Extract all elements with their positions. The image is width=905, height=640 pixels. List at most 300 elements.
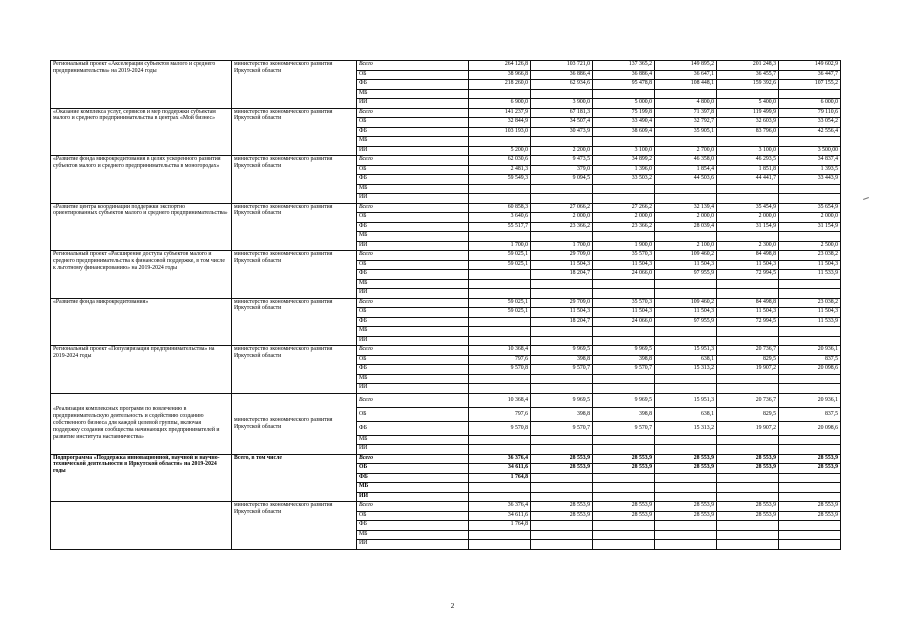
amount-cell: 23 366,2 (593, 222, 655, 232)
amount-cell: 829,5 (717, 355, 779, 365)
amount-cell: 34 611,6 (469, 464, 531, 474)
amount-cell: 19 907,2 (717, 421, 779, 435)
amount-cell (531, 232, 593, 242)
amount-cell: 103 193,0 (469, 127, 531, 137)
funding-source: ОБ (357, 118, 469, 128)
funding-source: ИИ (357, 194, 469, 204)
amount-cell: 62 030,6 (469, 156, 531, 166)
amount-cell (469, 184, 531, 194)
amount-cell (593, 289, 655, 299)
amount-cell (717, 384, 779, 394)
funding-source: ОБ (357, 70, 469, 80)
amount-cell (469, 317, 531, 327)
amount-cell: 28 553,9 (531, 454, 593, 464)
amount-cell (593, 540, 655, 550)
funding-source: МБ (357, 89, 469, 99)
amount-cell: 11 504,3 (593, 308, 655, 318)
amount-cell (531, 435, 593, 445)
amount-cell: 62 934,6 (531, 80, 593, 90)
funding-source: Всего (357, 203, 469, 213)
funding-source: Всего (357, 502, 469, 512)
amount-cell: 59 025,1 (469, 308, 531, 318)
amount-cell (655, 483, 717, 493)
amount-cell: 11 504,3 (655, 308, 717, 318)
amount-cell: 36 886,4 (531, 70, 593, 80)
amount-cell: 218 260,0 (469, 80, 531, 90)
amount-cell: 18 204,7 (531, 270, 593, 280)
amount-cell: 11 504,3 (779, 260, 841, 270)
amount-cell: 28 039,4 (655, 222, 717, 232)
amount-cell (717, 530, 779, 540)
amount-cell (469, 232, 531, 242)
amount-cell: 1 764,8 (469, 521, 531, 531)
amount-cell: 5 400,0 (717, 99, 779, 109)
amount-cell: 34 837,4 (779, 156, 841, 166)
amount-cell: 24 066,0 (593, 317, 655, 327)
amount-cell: 9 570,7 (593, 421, 655, 435)
amount-cell: 20 098,6 (779, 365, 841, 375)
funding-source: ИИ (357, 540, 469, 550)
amount-cell: 398,8 (593, 355, 655, 365)
amount-cell: 72 994,5 (717, 270, 779, 280)
amount-cell: 59 549,3 (469, 175, 531, 185)
amount-cell: 33 054,2 (779, 118, 841, 128)
amount-cell: 28 553,9 (779, 511, 841, 521)
amount-cell: 44 503,6 (655, 175, 717, 185)
amount-cell (655, 473, 717, 483)
amount-cell (593, 445, 655, 455)
funding-source: ИИ (357, 289, 469, 299)
table-row (51, 251, 841, 261)
amount-cell: 1 900,0 (593, 241, 655, 251)
amount-cell: 5 000,0 (593, 99, 655, 109)
executor: министерство экономического развития Иркутской области (232, 346, 357, 394)
amount-cell (717, 289, 779, 299)
amount-cell: 55 517,7 (469, 222, 531, 232)
amount-cell: 2 100,0 (655, 241, 717, 251)
amount-cell: 829,5 (717, 407, 779, 421)
amount-cell: 28 553,9 (717, 464, 779, 474)
amount-cell (593, 232, 655, 242)
table-row (51, 298, 841, 308)
amount-cell (593, 483, 655, 493)
funding-source: МБ (357, 435, 469, 445)
project-name: «Оказание комплекса услуг, сервисов и мер поддержки субъектам малого и среднего предпринимательства в центрах «Мой бизнес» (51, 108, 232, 156)
amount-cell: 35 570,3 (593, 298, 655, 308)
amount-cell (717, 232, 779, 242)
amount-cell (655, 327, 717, 337)
amount-cell: 75 199,8 (593, 108, 655, 118)
amount-cell (717, 435, 779, 445)
funding-source: ФБ (357, 473, 469, 483)
amount-cell (469, 483, 531, 493)
amount-cell: 31 154,9 (717, 222, 779, 232)
amount-cell (779, 184, 841, 194)
amount-cell: 2 000,0 (593, 213, 655, 223)
funding-source: Всего (357, 393, 469, 407)
amount-cell (717, 279, 779, 289)
amount-cell: 32 603,9 (717, 118, 779, 128)
page-number: 2 (450, 602, 455, 610)
funding-source: МБ (357, 483, 469, 493)
amount-cell (779, 194, 841, 204)
amount-cell: 60 858,3 (469, 203, 531, 213)
amount-cell (779, 492, 841, 502)
executor: министерство экономического развития Иркутской области (232, 61, 357, 109)
amount-cell (531, 384, 593, 394)
amount-cell: 638,1 (655, 355, 717, 365)
budget-table (50, 60, 841, 550)
amount-cell (469, 270, 531, 280)
amount-cell: 32 844,9 (469, 118, 531, 128)
amount-cell: 9 969,5 (593, 393, 655, 407)
funding-source: Всего (357, 346, 469, 356)
amount-cell: 67 181,3 (531, 108, 593, 118)
amount-cell: 9 969,5 (593, 346, 655, 356)
executor: министерство экономического развития Иркутской области (232, 156, 357, 204)
amount-cell: 15 313,2 (655, 365, 717, 375)
amount-cell (717, 374, 779, 384)
amount-cell: 11 533,9 (779, 317, 841, 327)
amount-cell: 109 460,2 (655, 298, 717, 308)
amount-cell (717, 327, 779, 337)
amount-cell: 28 553,9 (593, 454, 655, 464)
table-row (51, 156, 841, 166)
amount-cell (469, 194, 531, 204)
amount-cell (531, 521, 593, 531)
funding-source: ОБ (357, 464, 469, 474)
amount-cell: 28 553,9 (531, 511, 593, 521)
amount-cell: 72 994,5 (717, 317, 779, 327)
funding-source: МБ (357, 279, 469, 289)
executor: министерство экономического развития Иркутской области (232, 298, 357, 346)
amount-cell: 95 478,8 (593, 80, 655, 90)
funding-source: ИИ (357, 336, 469, 346)
amount-cell: 32 792,7 (655, 118, 717, 128)
amount-cell (469, 445, 531, 455)
amount-cell: 797,6 (469, 355, 531, 365)
amount-cell: 20 936,1 (779, 346, 841, 356)
amount-cell (469, 492, 531, 502)
amount-cell (531, 184, 593, 194)
amount-cell: 33 490,4 (593, 118, 655, 128)
executor: министерство экономического развития Иркутской области (232, 502, 357, 550)
funding-source: ОБ (357, 213, 469, 223)
amount-cell (655, 540, 717, 550)
amount-cell: 24 066,0 (593, 270, 655, 280)
amount-cell: 84 498,8 (717, 251, 779, 261)
amount-cell: 2 000,0 (531, 213, 593, 223)
amount-cell: 3 640,6 (469, 213, 531, 223)
amount-cell: 35 570,3 (593, 251, 655, 261)
amount-cell: 23 366,2 (531, 222, 593, 232)
funding-source: ФБ (357, 127, 469, 137)
amount-cell: 71 397,8 (655, 108, 717, 118)
amount-cell (531, 473, 593, 483)
amount-cell: 1 854,4 (655, 165, 717, 175)
funding-source: Всего (357, 298, 469, 308)
amount-cell: 28 553,9 (717, 502, 779, 512)
project-name: Региональный проект «Популяризация предпринимательства» на 2019-2024 годы (51, 346, 232, 394)
amount-cell: 11 504,3 (717, 308, 779, 318)
amount-cell (717, 483, 779, 493)
amount-cell: 46 358,0 (655, 156, 717, 166)
amount-cell (469, 327, 531, 337)
funding-source: ФБ (357, 365, 469, 375)
amount-cell: 1 393,5 (779, 165, 841, 175)
amount-cell (531, 327, 593, 337)
amount-cell: 33 503,2 (593, 175, 655, 185)
funding-source: ОБ (357, 165, 469, 175)
amount-cell (593, 336, 655, 346)
amount-cell: 11 504,3 (531, 260, 593, 270)
amount-cell: 28 553,9 (779, 454, 841, 464)
amount-cell: 35 905,1 (655, 127, 717, 137)
amount-cell: 83 796,0 (717, 127, 779, 137)
amount-cell (779, 445, 841, 455)
amount-cell: 28 553,9 (593, 502, 655, 512)
amount-cell (593, 374, 655, 384)
amount-cell: 44 441,7 (717, 175, 779, 185)
amount-cell: 119 499,9 (717, 108, 779, 118)
amount-cell (779, 435, 841, 445)
amount-cell: 28 553,9 (717, 454, 779, 464)
funding-source: МБ (357, 530, 469, 540)
amount-cell (655, 232, 717, 242)
amount-cell (469, 384, 531, 394)
amount-cell: 9 570,8 (469, 365, 531, 375)
funding-source: ФБ (357, 317, 469, 327)
amount-cell: 797,6 (469, 407, 531, 421)
amount-cell (779, 289, 841, 299)
amount-cell: 398,8 (593, 407, 655, 421)
amount-cell: 36 376,4 (469, 502, 531, 512)
project-name (51, 502, 232, 550)
amount-cell: 36 647,1 (655, 70, 717, 80)
amount-cell (717, 540, 779, 550)
amount-cell: 23 038,2 (779, 251, 841, 261)
amount-cell (593, 435, 655, 445)
amount-cell: 28 553,9 (655, 511, 717, 521)
amount-cell: 15 313,2 (655, 421, 717, 435)
amount-cell: 31 154,9 (779, 222, 841, 232)
amount-cell (717, 336, 779, 346)
amount-cell: 4 800,0 (655, 99, 717, 109)
amount-cell: 46 293,5 (717, 156, 779, 166)
amount-cell: 2 481,3 (469, 165, 531, 175)
funding-source: ФБ (357, 421, 469, 435)
amount-cell: 379,0 (531, 165, 593, 175)
funding-source: ИИ (357, 445, 469, 455)
amount-cell: 1 764,8 (469, 473, 531, 483)
executor: министерство экономического развития Иркутской области (232, 251, 357, 299)
scan-mark (863, 197, 869, 200)
amount-cell: 11 533,9 (779, 270, 841, 280)
amount-cell: 36 447,7 (779, 70, 841, 80)
funding-source: Всего (357, 251, 469, 261)
amount-cell: 28 553,9 (717, 511, 779, 521)
amount-cell: 36 886,4 (593, 70, 655, 80)
amount-cell (531, 483, 593, 493)
amount-cell (779, 336, 841, 346)
amount-cell: 28 553,9 (531, 464, 593, 474)
amount-cell (717, 492, 779, 502)
amount-cell (779, 384, 841, 394)
amount-cell: 28 553,9 (655, 502, 717, 512)
amount-cell (655, 435, 717, 445)
amount-cell: 837,5 (779, 407, 841, 421)
amount-cell: 1 700,0 (469, 241, 531, 251)
amount-cell: 103 721,0 (531, 61, 593, 71)
amount-cell: 109 460,2 (655, 251, 717, 261)
funding-source: ФБ (357, 521, 469, 531)
amount-cell: 19 907,2 (717, 365, 779, 375)
amount-cell (717, 184, 779, 194)
amount-cell: 28 553,9 (593, 464, 655, 474)
amount-cell (531, 194, 593, 204)
amount-cell (469, 540, 531, 550)
amount-cell (593, 473, 655, 483)
amount-cell: 264 126,8 (469, 61, 531, 71)
amount-cell: 11 504,3 (779, 308, 841, 318)
amount-cell: 28 553,9 (593, 511, 655, 521)
amount-cell: 29 709,0 (531, 251, 593, 261)
amount-cell: 20 736,7 (717, 393, 779, 407)
amount-cell (717, 194, 779, 204)
amount-cell: 6 000,0 (779, 99, 841, 109)
project-name: «Реализация комплексных программ по вовлечению в предпринимательскую деятельность и содействию созданию собственного бизнеса для каждой целевой группы, включая поддержку создания сообщества начинающих предпринимателей и развитие института наставничества» (51, 393, 232, 454)
amount-cell: 107 155,2 (779, 80, 841, 90)
amount-cell: 3 100,0 (717, 146, 779, 156)
amount-cell: 97 955,9 (655, 317, 717, 327)
amount-cell (593, 194, 655, 204)
amount-cell (469, 289, 531, 299)
amount-cell (593, 89, 655, 99)
amount-cell (655, 184, 717, 194)
amount-cell: 27 066,2 (531, 203, 593, 213)
amount-cell: 149 602,9 (779, 61, 841, 71)
table-row (51, 203, 841, 213)
amount-cell: 20 098,6 (779, 421, 841, 435)
amount-cell (655, 445, 717, 455)
amount-cell: 15 951,3 (655, 346, 717, 356)
amount-cell: 36 376,4 (469, 454, 531, 464)
amount-cell (779, 530, 841, 540)
amount-cell: 59 025,1 (469, 251, 531, 261)
amount-cell (655, 374, 717, 384)
amount-cell: 398,8 (531, 407, 593, 421)
amount-cell (531, 374, 593, 384)
funding-source: ОБ (357, 260, 469, 270)
amount-cell (469, 435, 531, 445)
amount-cell (593, 521, 655, 531)
amount-cell: 18 204,7 (531, 317, 593, 327)
amount-cell (593, 327, 655, 337)
funding-source: ФБ (357, 175, 469, 185)
amount-cell: 3 900,0 (531, 99, 593, 109)
amount-cell: 6 900,0 (469, 99, 531, 109)
amount-cell: 11 504,3 (593, 260, 655, 270)
funding-source: ОБ (357, 511, 469, 521)
amount-cell (779, 89, 841, 99)
amount-cell: 38 966,8 (469, 70, 531, 80)
funding-source: ИИ (357, 146, 469, 156)
funding-source: ИИ (357, 99, 469, 109)
amount-cell: 3 100,0 (593, 146, 655, 156)
amount-cell (717, 521, 779, 531)
amount-cell (655, 521, 717, 531)
amount-cell (593, 184, 655, 194)
amount-cell (655, 89, 717, 99)
amount-cell (531, 89, 593, 99)
amount-cell: 34 507,4 (531, 118, 593, 128)
project-name: «Развитие фонда микрокредитования в целях ускоренного развития субъектов малого и среднего предпринимательства в моногородах» (51, 156, 232, 204)
amount-cell: 137 365,2 (593, 61, 655, 71)
amount-cell: 201 248,3 (717, 61, 779, 71)
amount-cell: 11 504,3 (717, 260, 779, 270)
amount-cell: 837,5 (779, 355, 841, 365)
amount-cell: 159 392,6 (717, 80, 779, 90)
funding-source: ИИ (357, 492, 469, 502)
amount-cell (717, 473, 779, 483)
amount-cell: 10 368,4 (469, 393, 531, 407)
amount-cell: 38 609,4 (593, 127, 655, 137)
amount-cell (469, 374, 531, 384)
amount-cell (779, 473, 841, 483)
amount-cell: 11 504,3 (655, 260, 717, 270)
amount-cell: 28 553,9 (779, 502, 841, 512)
amount-cell: 32 139,4 (655, 203, 717, 213)
funding-source: Всего (357, 108, 469, 118)
amount-cell: 2 000,0 (779, 213, 841, 223)
executor: министерство экономического развития Иркутской области (232, 108, 357, 156)
amount-cell (655, 492, 717, 502)
amount-cell (469, 530, 531, 540)
amount-cell: 2 700,0 (655, 146, 717, 156)
amount-cell (469, 336, 531, 346)
amount-cell: 28 553,9 (779, 464, 841, 474)
amount-cell: 3 500,00 (779, 146, 841, 156)
amount-cell (531, 445, 593, 455)
project-name: Региональный проект «Расширение доступа субъектов малого и среднего предпринимательства к финансовой поддержке, в том числе к льготному финансированию» на 2019-2024 годы (51, 251, 232, 299)
amount-cell: 20 736,7 (717, 346, 779, 356)
table-row (51, 502, 841, 512)
funding-source: ФБ (357, 270, 469, 280)
executor: министерство экономического развития Иркутской области (232, 393, 357, 454)
amount-cell (779, 374, 841, 384)
amount-cell: 2 300,0 (717, 241, 779, 251)
amount-cell (779, 232, 841, 242)
amount-cell (469, 279, 531, 289)
amount-cell: 9 969,5 (531, 393, 593, 407)
amount-cell (717, 89, 779, 99)
table-row (51, 393, 841, 407)
amount-cell: 30 473,9 (531, 127, 593, 137)
amount-cell (531, 492, 593, 502)
executor: Всего, в том числе (232, 454, 357, 502)
funding-source: ИИ (357, 241, 469, 251)
amount-cell (655, 137, 717, 147)
amount-cell: 42 556,4 (779, 127, 841, 137)
amount-cell: 2 500,0 (779, 241, 841, 251)
amount-cell: 1 700,0 (531, 241, 593, 251)
amount-cell: 34 899,2 (593, 156, 655, 166)
amount-cell: 10 368,4 (469, 346, 531, 356)
amount-cell: 2 000,0 (717, 213, 779, 223)
amount-cell (593, 279, 655, 289)
amount-cell: 23 038,2 (779, 298, 841, 308)
amount-cell (593, 137, 655, 147)
